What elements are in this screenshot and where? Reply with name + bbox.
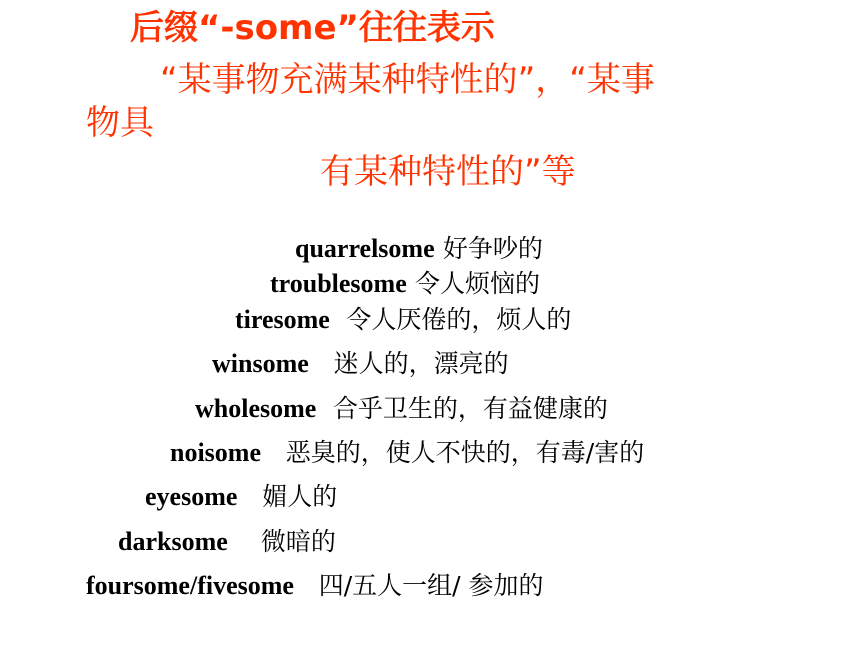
vocab-meaning: 四/五人一组/ 参加的	[318, 571, 544, 600]
vocab-word: eyesome	[145, 482, 238, 511]
vocab-separator	[228, 527, 261, 557]
vocab-meaning: 令人厌倦的，烦人的	[346, 305, 572, 334]
vocab-entry	[270, 268, 540, 300]
heading-line-4: 有某种特性的”等	[320, 152, 576, 192]
heading-line-1: 后缀“-some”往往表示	[130, 8, 495, 48]
vocab-entry	[118, 526, 336, 558]
vocab-separator	[294, 571, 319, 601]
heading-line-3: 物具	[86, 103, 154, 143]
vocab-meaning: 媚人的	[262, 482, 338, 511]
vocab-entry	[170, 437, 644, 469]
vocab-meaning: 合乎卫生的，有益健康的	[332, 394, 608, 423]
vocab-meaning: 恶臭的，使人不快的，有毒/害的	[285, 438, 645, 467]
vocab-separator	[435, 234, 443, 264]
vocab-entry	[145, 481, 337, 513]
vocab-meaning: 好争吵的	[442, 234, 543, 263]
vocab-word: noisome	[170, 438, 261, 467]
vocab-word: winsome	[212, 349, 309, 378]
heading-line-2: “某事物充满某种特性的”，“某事	[160, 60, 655, 100]
vocab-separator	[237, 482, 262, 512]
vocab-entry	[235, 304, 571, 336]
vocab-separator	[309, 349, 334, 379]
vocab-separator	[261, 438, 286, 468]
vocab-entry	[195, 393, 608, 425]
vocab-entry	[212, 348, 509, 380]
vocab-word: darksome	[118, 527, 228, 556]
vocab-meaning: 迷人的，漂亮的	[333, 349, 509, 378]
vocab-word: wholesome	[195, 394, 317, 423]
vocab-word: quarrelsome	[295, 234, 435, 263]
vocab-meaning: 微暗的	[260, 527, 336, 556]
vocab-word: troublesome	[270, 269, 407, 298]
vocab-separator	[330, 305, 347, 335]
vocab-word: foursome/fivesome	[86, 571, 294, 600]
vocab-separator	[316, 394, 333, 424]
vocab-entry	[295, 233, 543, 265]
vocab-entry	[86, 570, 544, 602]
vocab-word: tiresome	[235, 305, 330, 334]
vocab-meaning: 令人烦恼的	[415, 269, 541, 298]
vocab-separator	[407, 269, 415, 299]
